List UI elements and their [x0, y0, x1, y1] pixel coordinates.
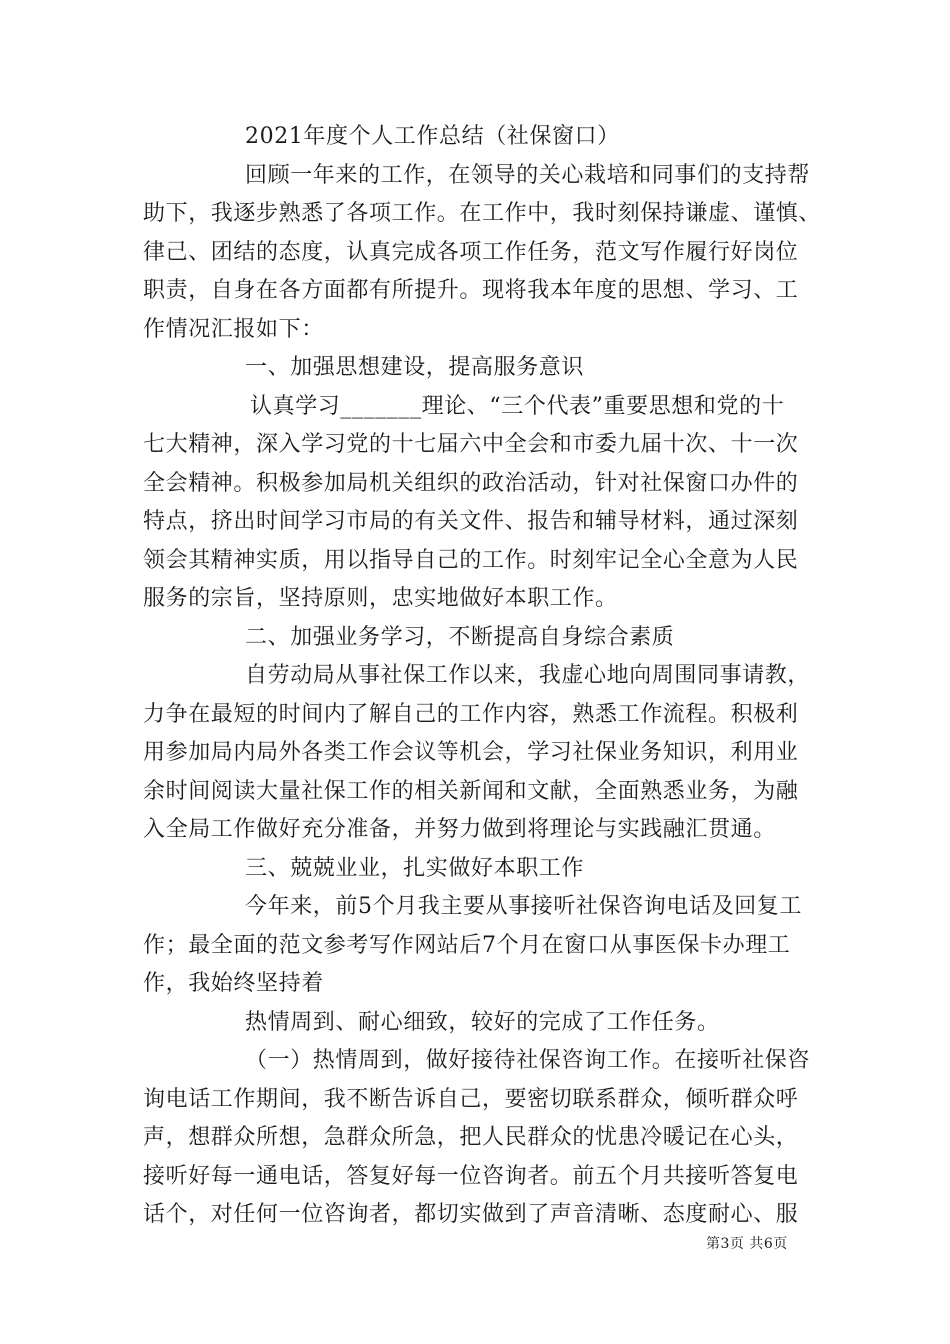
paragraph-line: 特点，挤出时间学习市局的有关文件、报告和辅导材料，通过深刻	[143, 509, 799, 534]
paragraph-line: 律己、团结的态度，认真完成各项工作任务，范文写作履行好岗位	[143, 239, 799, 265]
paragraph-line: 声，想群众所想，急群众所急，把人民群众的忧患冷暖记在心头，	[143, 1125, 799, 1150]
paragraph-line: 热情周到、耐心细致，较好的完成了工作任务。	[245, 1009, 720, 1035]
subsection-paragraph-line: （一）热情周到，做好接待社保咨询工作。在接听社保咨	[245, 1048, 811, 1073]
paragraph-line: 今年来，前5个月我主要从事接听社保咨询电话及回复工	[245, 894, 802, 919]
paragraph-line: 认真学习_______理论、“三个代表”重要思想和党的十	[250, 393, 785, 419]
paragraph-line: 自劳动局从事社保工作以来，我虚心地向周围同事请教，	[245, 663, 811, 688]
paragraph-line: 助下，我逐步熟悉了各项工作。在工作中，我时刻保持谦虚、谨慎、	[143, 201, 822, 226]
page-number-footer: 第3页 共6页	[706, 1236, 788, 1252]
paragraph-line: 入全局工作做好充分准备，并努力做到将理论与实践融汇贯通。	[143, 817, 776, 842]
paragraph-line: 职责，自身在各方面都有所提升。现将我本年度的思想、学习、工	[143, 278, 799, 303]
paragraph-line: 接听好每一通电话，答复好每一位咨询者。前五个月共接听答复电	[143, 1163, 799, 1189]
paragraph-line: 力争在最短的时间内了解自己的工作内容，熟悉工作流程。积极利	[143, 701, 799, 727]
paragraph-line: 回顾一年来的工作，在领导的关心栽培和同事们的支持帮	[245, 162, 811, 188]
paragraph-line: 作情况汇报如下：	[143, 316, 324, 342]
paragraph-line: 作；最全面的范文参考写作网站后7个月在窗口从事医保卡办理工	[143, 932, 791, 958]
paragraph-line: 七大精神，深入学习党的十七届六中全会和市委九届十次、十一次	[143, 432, 799, 457]
paragraph-line: 话个，对任何一位咨询者，都切实做到了声音清晰、态度耐心、服	[143, 1202, 799, 1227]
document-title: 2021年度个人工作总结（社保窗口）	[245, 124, 620, 149]
paragraph-line: 余时间阅读大量社保工作的相关新闻和文献，全面熟悉业务，为融	[143, 778, 799, 804]
section-heading-1: 一、加强思想建设，提高服务意识	[245, 355, 585, 380]
section-heading-2: 二、加强业务学习，不断提高自身综合素质	[245, 624, 675, 650]
paragraph-line: 作，我始终坚持着	[143, 971, 324, 996]
document-body	[143, 118, 822, 1235]
paragraph-line: 全会精神。积极参加局机关组织的政治活动，针对社保窗口办件的	[143, 470, 799, 496]
section-heading-3: 三、兢兢业业，扎实做好本职工作	[245, 855, 585, 881]
paragraph-line: 询电话工作期间，我不断告诉自己，要密切联系群众，倾听群众呼	[143, 1086, 799, 1112]
paragraph-line: 用参加局内局外各类工作会议等机会，学习社保业务知识，利用业	[143, 740, 799, 765]
paragraph-line: 领会其精神实质，用以指导自己的工作。时刻牢记全心全意为人民	[143, 547, 799, 573]
paragraph-line: 服务的宗旨，坚持原则，忠实地做好本职工作。	[143, 586, 618, 611]
